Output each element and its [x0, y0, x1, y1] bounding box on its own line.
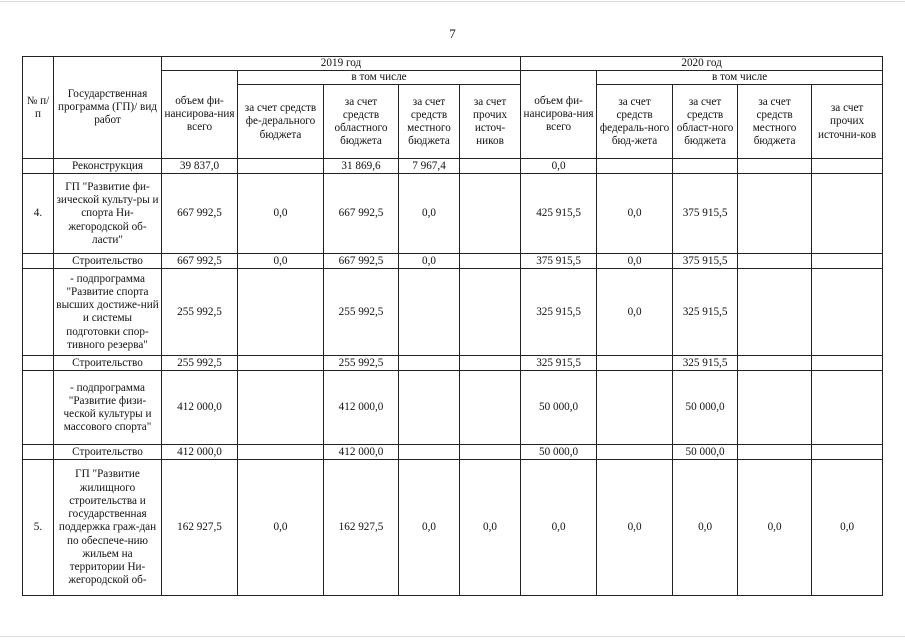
- cell-2020-other: [812, 174, 883, 254]
- table-row: [23, 159, 883, 174]
- row-number: 5.: [23, 460, 54, 596]
- table-row: [23, 254, 883, 269]
- scan-edge-top: [0, 1, 905, 2]
- row-number: [23, 371, 54, 445]
- cell-2019-other: 0,0: [460, 460, 521, 596]
- cell-2019-regional: 255 992,5: [324, 269, 399, 356]
- cell-2020-regional: [673, 159, 738, 174]
- header-local-2019: за счет средств местного бюджета: [399, 85, 460, 159]
- cell-2019-regional: 667 992,5: [324, 174, 399, 254]
- header-row-years: [23, 57, 883, 71]
- cell-2019-regional: 162 927,5: [324, 460, 399, 596]
- row-number: [23, 254, 54, 269]
- cell-2020-total: 325 915,5: [521, 269, 597, 356]
- cell-2019-regional: 255 992,5: [324, 356, 399, 371]
- table-row: [23, 174, 883, 254]
- header-total-2019: объем фи-нансирова-ния всего: [162, 71, 238, 159]
- row-name: ГП "Развитие фи-зической культу-ры и спорта Ни-жегородской об-ласти": [54, 174, 162, 254]
- row-number: 4.: [23, 174, 54, 254]
- table-row: [23, 460, 883, 596]
- cell-2020-regional: 325 915,5: [673, 269, 738, 356]
- header-regional-2020: за счет средств област-ного бюджета: [673, 85, 738, 159]
- cell-2019-federal: [238, 445, 324, 460]
- cell-2019-other: [460, 356, 521, 371]
- cell-2019-total: 39 837,0: [162, 159, 238, 174]
- cell-2019-regional: 412 000,0: [324, 445, 399, 460]
- row-name: Реконструкция: [54, 159, 162, 174]
- header-including-2019: в том числе: [238, 71, 521, 85]
- cell-2019-local: [399, 356, 460, 371]
- header-federal-2019: за счет средств фе-дерального бюджета: [238, 85, 324, 159]
- page-number: 7: [449, 26, 456, 41]
- cell-2020-total: 0,0: [521, 159, 597, 174]
- cell-2019-federal: [238, 159, 324, 174]
- cell-2020-federal: 0,0: [597, 254, 673, 269]
- cell-2019-local: 0,0: [399, 174, 460, 254]
- scan-edge-bottom: [0, 636, 905, 637]
- cell-2020-total: 325 915,5: [521, 356, 597, 371]
- cell-2020-local: [738, 269, 812, 356]
- cell-2020-total: 50 000,0: [521, 371, 597, 445]
- cell-2020-local: [738, 254, 812, 269]
- cell-2019-local: 0,0: [399, 460, 460, 596]
- table-row: [23, 445, 883, 460]
- header-including-2020: в том числе: [597, 71, 883, 85]
- cell-2019-total: 667 992,5: [162, 174, 238, 254]
- cell-2020-regional: 325 915,5: [673, 356, 738, 371]
- cell-2020-other: [812, 254, 883, 269]
- cell-2020-local: [738, 371, 812, 445]
- cell-2019-other: [460, 445, 521, 460]
- cell-2019-federal: [238, 371, 324, 445]
- header-col-program: Государственная программа (ГП)/ вид работ: [54, 57, 162, 159]
- cell-2019-total: 255 992,5: [162, 356, 238, 371]
- cell-2019-federal: 0,0: [238, 174, 324, 254]
- cell-2020-local: [738, 356, 812, 371]
- header-col-no: № п/п: [23, 57, 54, 159]
- cell-2020-federal: 0,0: [597, 174, 673, 254]
- cell-2020-other: [812, 356, 883, 371]
- header-year-2020: 2020 год: [521, 57, 883, 71]
- header-federal-2020: за счет средств федераль-ного бюд-жета: [597, 85, 673, 159]
- cell-2020-regional: 375 915,5: [673, 254, 738, 269]
- row-name: Строительство: [54, 445, 162, 460]
- cell-2019-regional: 667 992,5: [324, 254, 399, 269]
- cell-2020-other: [812, 371, 883, 445]
- cell-2020-federal: 0,0: [597, 460, 673, 596]
- header-local-2020: за счет средств местного бюджета: [738, 85, 812, 159]
- cell-2019-total: 412 000,0: [162, 371, 238, 445]
- cell-2020-federal: [597, 445, 673, 460]
- cell-2020-federal: [597, 371, 673, 445]
- cell-2020-local: [738, 174, 812, 254]
- row-number: [23, 269, 54, 356]
- cell-2019-other: [460, 371, 521, 445]
- row-name: Строительство: [54, 356, 162, 371]
- cell-2019-total: 667 992,5: [162, 254, 238, 269]
- cell-2019-other: [460, 174, 521, 254]
- cell-2020-regional: 50 000,0: [673, 371, 738, 445]
- cell-2020-regional: 375 915,5: [673, 174, 738, 254]
- cell-2019-federal: 0,0: [238, 460, 324, 596]
- cell-2020-total: 375 915,5: [521, 254, 597, 269]
- header-regional-2019: за счет средств областного бюджета: [324, 85, 399, 159]
- cell-2020-federal: [597, 356, 673, 371]
- row-name: - подпрограмма "Развитие физи-ческой культуры и массового спорта": [54, 371, 162, 445]
- cell-2019-other: [460, 159, 521, 174]
- cell-2019-local: [399, 269, 460, 356]
- budget-table: [22, 56, 883, 596]
- cell-2020-other: [812, 269, 883, 356]
- cell-2019-total: 255 992,5: [162, 269, 238, 356]
- cell-2019-other: [460, 269, 521, 356]
- row-name: ГП "Развитие жилищного строительства и государственная поддержка граж-дан по обеспече-нию жильем на территории Ни-жегородской об-: [54, 460, 162, 596]
- cell-2020-other: [812, 445, 883, 460]
- cell-2020-other: 0,0: [812, 460, 883, 596]
- cell-2020-federal: 0,0: [597, 269, 673, 356]
- table-row: [23, 269, 883, 356]
- cell-2019-local: [399, 445, 460, 460]
- cell-2019-total: 162 927,5: [162, 460, 238, 596]
- cell-2020-total: 425 915,5: [521, 174, 597, 254]
- cell-2020-local: 0,0: [738, 460, 812, 596]
- header-year-2019: 2019 год: [162, 57, 521, 71]
- cell-2019-total: 412 000,0: [162, 445, 238, 460]
- cell-2019-regional: 412 000,0: [324, 371, 399, 445]
- row-name: - подпрограмма "Развитие спорта высших достиже-ний и системы подготовки спор-тивного резерва": [54, 269, 162, 356]
- cell-2019-local: 7 967,4: [399, 159, 460, 174]
- cell-2019-federal: 0,0: [238, 254, 324, 269]
- header-other-2019: за счет прочих источ-ников: [460, 85, 521, 159]
- row-number: [23, 356, 54, 371]
- row-name: Строительство: [54, 254, 162, 269]
- header-other-2020: за счет прочих источни-ков: [812, 85, 883, 159]
- row-number: [23, 159, 54, 174]
- cell-2019-local: [399, 371, 460, 445]
- cell-2019-local: 0,0: [399, 254, 460, 269]
- cell-2020-total: 50 000,0: [521, 445, 597, 460]
- row-number: [23, 445, 54, 460]
- table-row: [23, 356, 883, 371]
- cell-2020-local: [738, 445, 812, 460]
- cell-2019-federal: [238, 269, 324, 356]
- cell-2019-regional: 31 869,6: [324, 159, 399, 174]
- header-total-2020: объем фи-нансирова-ния всего: [521, 71, 597, 159]
- cell-2020-federal: [597, 159, 673, 174]
- cell-2020-regional: 50 000,0: [673, 445, 738, 460]
- cell-2020-other: [812, 159, 883, 174]
- cell-2020-total: 0,0: [521, 460, 597, 596]
- cell-2019-federal: [238, 356, 324, 371]
- cell-2019-other: [460, 254, 521, 269]
- cell-2020-local: [738, 159, 812, 174]
- cell-2020-regional: 0,0: [673, 460, 738, 596]
- table-row: [23, 371, 883, 445]
